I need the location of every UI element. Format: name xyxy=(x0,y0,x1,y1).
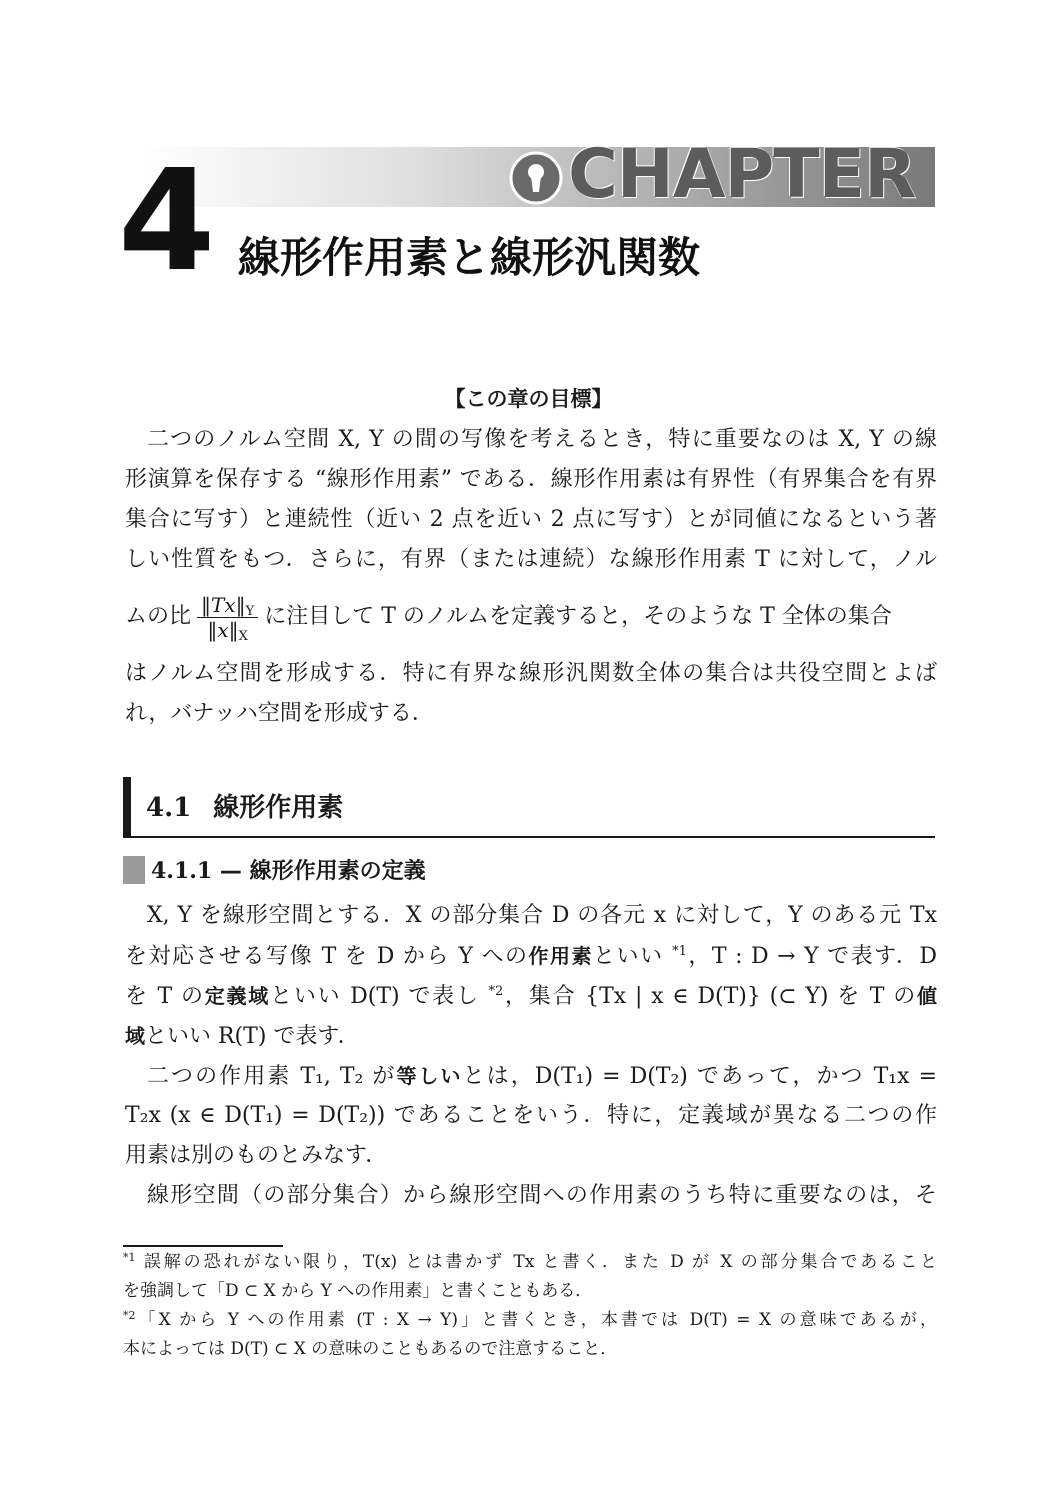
footnote-2-line-2: 本によっては D(T) ⊂ X の意味のこともあるので注意すること． xyxy=(123,1339,618,1359)
section-bar xyxy=(123,777,131,837)
fraction-numerator: $‖Tx‖_Y$ xyxy=(197,593,258,618)
section-number: 4.1 xyxy=(146,793,192,823)
goal-line-1: 二つのノルム空間 X, Y の間の写像を考えるとき，特に重要なのは X, Y の線 xyxy=(147,427,937,452)
goal-line-7: れ，バナッハ空間を形成する． xyxy=(125,701,434,726)
goal-paragraph xyxy=(125,420,937,734)
keyhole-icon xyxy=(508,150,564,206)
p3-line-1: 線形空間（の部分集合）から線形空間への作用素のうち特に重要なのは，そ xyxy=(147,1183,937,1208)
subsection-number: 4.1.1 xyxy=(151,858,213,884)
footnotes xyxy=(123,1248,937,1364)
p2-line-1: 二つの作用素 T₁, T₂ が等しいとは，D(T₁) = D(T₂) であって，かつ T₁x = xyxy=(147,1064,937,1089)
goal-heading: 【この章の目標】 xyxy=(444,387,613,411)
footnote-ref-2[interactable]: *2 xyxy=(488,984,504,999)
p2-line-2: T₂x (x ∈ D(T₁) = D(T₂)) であることをいう．特に，定義域が異なる二つの作 xyxy=(125,1103,937,1128)
term-range-part-1: 値 xyxy=(917,984,937,1008)
p2-line-3: 用素は別のものとみなす． xyxy=(125,1143,388,1168)
term-range-part-2: 域 xyxy=(125,1024,145,1048)
goal-line-5-post: に注目して T のノルムを定義すると，そのような T 全体の集合 xyxy=(264,604,892,629)
subsection-title: 線形作用素の定義 xyxy=(249,859,426,884)
goal-line-2: 形演算を保存する “線形作用素” である．線形作用素は有界性（有界集合を有界 xyxy=(125,467,937,492)
p1-line-3: を T の定義域といい D(T) で表し $^{*2}$，集合 {Tx | x ∈ D(T)} (⊂ Y) を T の値 xyxy=(125,984,937,1009)
footnote-1-line-2: を強調して「D ⊂ X から Y への作用素」と書くこともある． xyxy=(123,1281,593,1301)
chapter-title: 線形作用素と線形汎関数 xyxy=(238,233,701,282)
section-heading xyxy=(146,786,343,830)
footnote-rule xyxy=(123,1245,283,1247)
goal-line-5-pre: ムの比 xyxy=(125,604,192,629)
chapter-number: 4 xyxy=(118,140,216,303)
goal-line-3: 集合に写す）と連続性（近い 2 点を近い 2 点に写す）とが同値になるという著 xyxy=(125,507,937,532)
goal-line-5 xyxy=(125,580,937,654)
norm-ratio-fraction xyxy=(197,593,258,642)
term-equal: 等しい xyxy=(396,1064,463,1088)
section-title: 線形作用素 xyxy=(213,793,344,823)
fraction-denominator: $‖x‖_X$ xyxy=(207,617,248,644)
footnote-2-mark: *2 xyxy=(123,1309,136,1322)
term-domain: 定義域 xyxy=(204,984,271,1008)
subsection-dash: — xyxy=(219,859,242,884)
subsection-heading xyxy=(151,852,426,890)
footnote-ref-1[interactable]: *1 xyxy=(672,944,687,959)
p1-line-4: 域といい R(T) で表す． xyxy=(125,1024,360,1049)
goal-line-4: しい性質をもつ．さらに，有界（または連続）な線形作用素 T に対して，ノル xyxy=(125,547,937,572)
footnote-2-line-1: $^{*2}$「X から Y への作用素 (T : X → Y)」と書くとき，本書では D(T) = X の意味であるが， xyxy=(123,1309,937,1330)
chapter-label: CHAPTER xyxy=(568,140,916,210)
p1-line-2: を対応させる写像 T を D から Y への作用素といい $^{*1}$，T : D → Y で表す．D xyxy=(125,944,937,969)
body-text xyxy=(125,896,937,1216)
subsection-marker xyxy=(123,856,145,884)
footnote-1-mark: *1 xyxy=(123,1251,136,1264)
footnote-1-line-1: $^{*1}$ 誤解の恐れがない限り，T(x) とは書かず Tx と書く．また D が X の部分集合であること xyxy=(123,1251,937,1272)
p1-line-1: X, Y を線形空間とする．X の部分集合 D の各元 x に対して，Y のある元 Tx xyxy=(147,903,937,928)
term-operator: 作用素 xyxy=(528,944,594,968)
goal-line-6: はノルム空間を形成する．特に有界な線形汎関数全体の集合は共役空間とよば xyxy=(125,661,937,686)
section-rule xyxy=(123,836,935,838)
